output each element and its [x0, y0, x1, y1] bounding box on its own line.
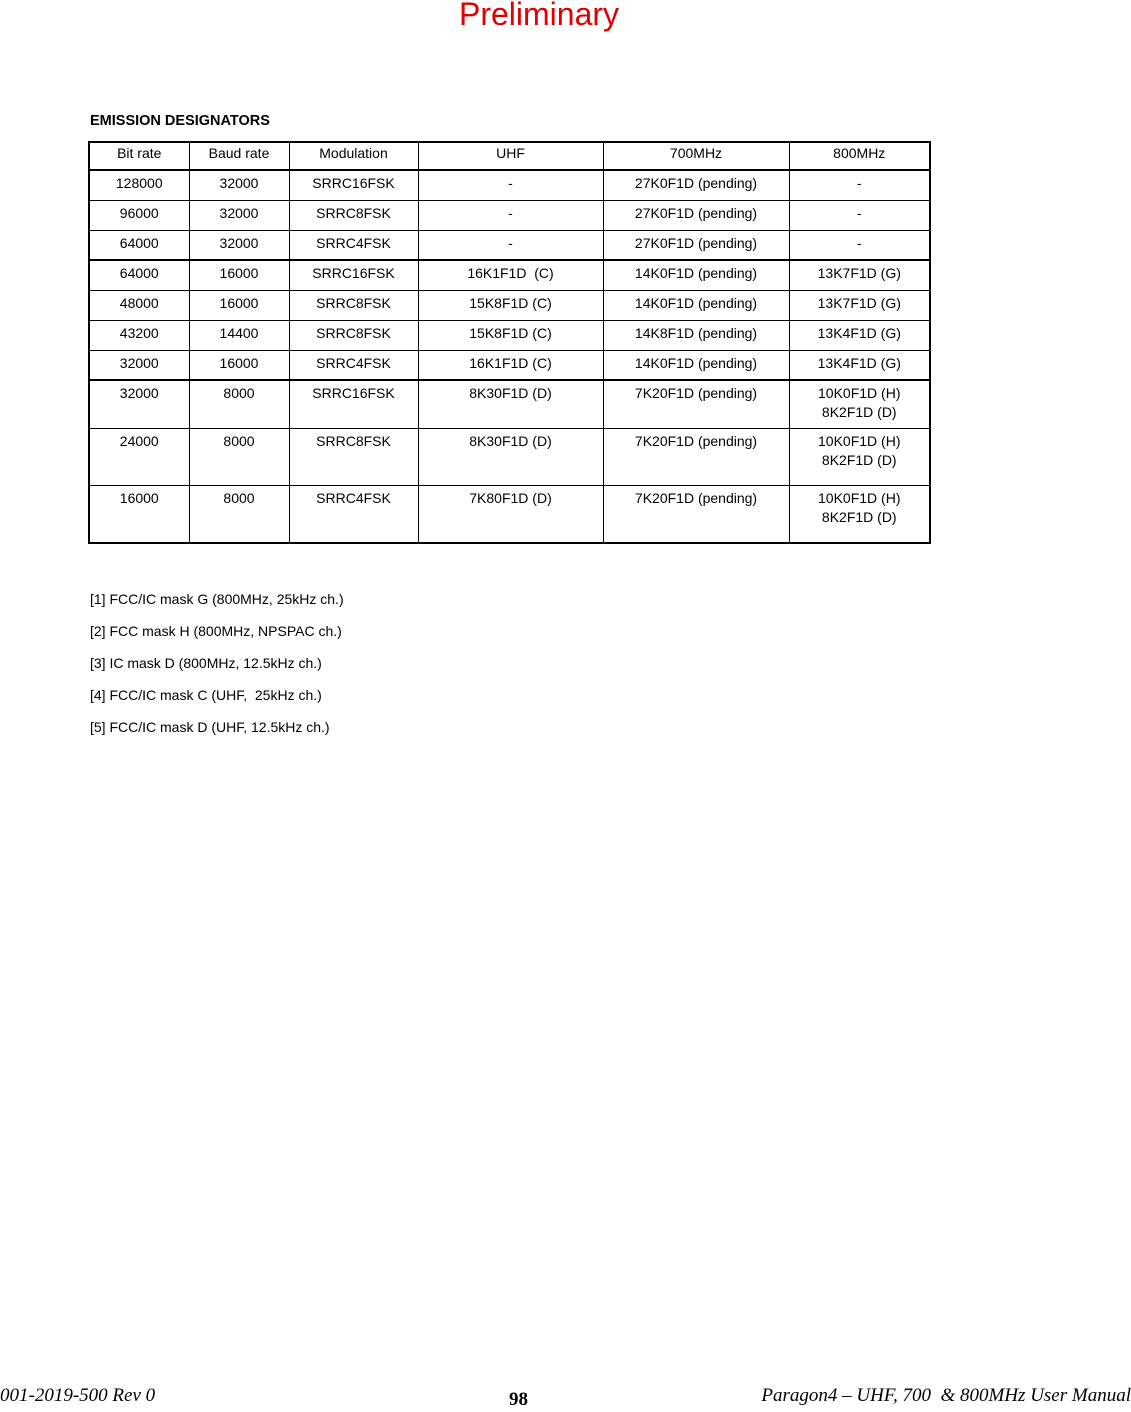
cell-modulation: SRRC8FSK [289, 320, 418, 350]
cell-baud-rate: 32000 [189, 200, 289, 230]
cell-800mhz [789, 350, 930, 380]
header-modulation: Modulation [289, 142, 418, 170]
cell-800mhz-line: 8K2F1D (D) [821, 508, 897, 525]
header-baud-rate: Baud rate [189, 142, 289, 170]
table-row [89, 170, 930, 200]
table-row [89, 485, 930, 543]
cell-baud-rate: 16000 [189, 290, 289, 320]
footnote: [1] FCC/IC mask G (800MHz, 25kHz ch.) [90, 591, 344, 607]
cell-modulation: SRRC4FSK [289, 230, 418, 260]
cell-bit-rate: 64000 [89, 260, 189, 290]
cell-bit-rate: 43200 [89, 320, 189, 350]
cell-uhf: 15K8F1D (C) [418, 290, 603, 320]
cell-baud-rate: 16000 [189, 260, 289, 290]
footnote: [5] FCC/IC mask D (UHF, 12.5kHz ch.) [90, 719, 330, 735]
cell-800mhz [789, 260, 930, 290]
table-row [89, 380, 930, 428]
cell-800mhz-line: 13K7F1D (G) [817, 294, 901, 311]
header-uhf: UHF [418, 142, 603, 170]
table-row [89, 350, 930, 380]
header-bit-rate: Bit rate [89, 142, 189, 170]
cell-800mhz-line: 13K7F1D (G) [817, 265, 901, 281]
cell-bit-rate: 128000 [89, 170, 189, 200]
cell-700mhz: 27K0F1D (pending) [603, 200, 789, 230]
footnote: [3] IC mask D (800MHz, 12.5kHz ch.) [90, 655, 322, 671]
footer-manual-title: Paragon4 – UHF, 700 & 800MHz User Manual [761, 1385, 1131, 1406]
cell-bit-rate: 32000 [89, 380, 189, 428]
cell-uhf: 8K30F1D (D) [418, 380, 603, 428]
table-row [89, 260, 930, 290]
cell-modulation: SRRC16FSK [289, 260, 418, 290]
cell-800mhz [789, 320, 930, 350]
cell-800mhz-line: 8K2F1D (D) [821, 404, 897, 420]
cell-700mhz: 14K0F1D (pending) [603, 290, 789, 320]
footnotes [90, 590, 344, 750]
cell-700mhz: 14K0F1D (pending) [603, 260, 789, 290]
cell-modulation: SRRC4FSK [289, 485, 418, 543]
preliminary-watermark: Preliminary [458, 0, 620, 32]
footer-page-number: 98 [509, 1389, 528, 1410]
cell-baud-rate: 32000 [189, 230, 289, 260]
table-row [89, 200, 930, 230]
footnote: [4] FCC/IC mask C (UHF, 25kHz ch.) [90, 687, 322, 703]
cell-baud-rate: 32000 [189, 170, 289, 200]
footnote: [2] FCC mask H (800MHz, NPSPAC ch.) [90, 623, 342, 639]
cell-baud-rate: 14400 [189, 320, 289, 350]
cell-700mhz: 14K0F1D (pending) [603, 350, 789, 380]
cell-800mhz [789, 170, 930, 200]
cell-800mhz [789, 380, 930, 428]
cell-700mhz: 14K8F1D (pending) [603, 320, 789, 350]
cell-bit-rate: 32000 [89, 350, 189, 380]
cell-800mhz-line: 13K4F1D (G) [817, 354, 901, 371]
cell-800mhz-line: 10K0F1D (H) [818, 385, 901, 401]
cell-700mhz: 7K20F1D (pending) [603, 485, 789, 543]
cell-800mhz-line: - [856, 234, 862, 251]
cell-700mhz: 27K0F1D (pending) [603, 170, 789, 200]
cell-bit-rate: 48000 [89, 290, 189, 320]
cell-800mhz [789, 485, 930, 543]
table-row [89, 320, 930, 350]
cell-700mhz: 7K20F1D (pending) [603, 380, 789, 428]
footer-doc-number: 001-2019-500 Rev 0 [0, 1385, 156, 1406]
cell-uhf: 16K1F1D (C) [418, 260, 603, 290]
cell-uhf: - [418, 200, 603, 230]
header-700mhz: 700MHz [603, 142, 789, 170]
cell-800mhz-line: 10K0F1D (H) [818, 432, 901, 449]
cell-baud-rate: 8000 [189, 428, 289, 485]
cell-uhf: - [418, 230, 603, 260]
cell-bit-rate: 24000 [89, 428, 189, 485]
table-header-row [89, 142, 930, 170]
cell-modulation: SRRC8FSK [289, 200, 418, 230]
cell-700mhz: 7K20F1D (pending) [603, 428, 789, 485]
cell-modulation: SRRC16FSK [289, 170, 418, 200]
cell-bit-rate: 64000 [89, 230, 189, 260]
header-800mhz: 800MHz [789, 142, 930, 170]
cell-800mhz-line: - [856, 204, 862, 221]
section-title: EMISSION DESIGNATORS [90, 113, 270, 129]
cell-uhf: 15K8F1D (C) [418, 320, 603, 350]
table-row [89, 230, 930, 260]
table-row [89, 428, 930, 485]
cell-baud-rate: 8000 [189, 380, 289, 428]
cell-modulation: SRRC8FSK [289, 290, 418, 320]
cell-uhf: 7K80F1D (D) [418, 485, 603, 543]
cell-800mhz [789, 290, 930, 320]
table-row [89, 290, 930, 320]
cell-800mhz [789, 230, 930, 260]
cell-uhf: 16K1F1D (C) [418, 350, 603, 380]
cell-800mhz-line: 8K2F1D (D) [821, 451, 897, 468]
cell-800mhz [789, 200, 930, 230]
cell-bit-rate: 96000 [89, 200, 189, 230]
cell-800mhz [789, 428, 930, 485]
cell-baud-rate: 8000 [189, 485, 289, 543]
cell-baud-rate: 16000 [189, 350, 289, 380]
cell-modulation: SRRC16FSK [289, 380, 418, 428]
cell-bit-rate: 16000 [89, 485, 189, 543]
cell-uhf: - [418, 170, 603, 200]
cell-800mhz-line: - [856, 175, 862, 191]
cell-800mhz-line: 10K0F1D (H) [818, 489, 901, 506]
emission-designators-table [88, 141, 931, 544]
cell-800mhz-line: 13K4F1D (G) [817, 324, 901, 341]
cell-700mhz: 27K0F1D (pending) [603, 230, 789, 260]
cell-modulation: SRRC4FSK [289, 350, 418, 380]
cell-uhf: 8K30F1D (D) [418, 428, 603, 485]
cell-modulation: SRRC8FSK [289, 428, 418, 485]
